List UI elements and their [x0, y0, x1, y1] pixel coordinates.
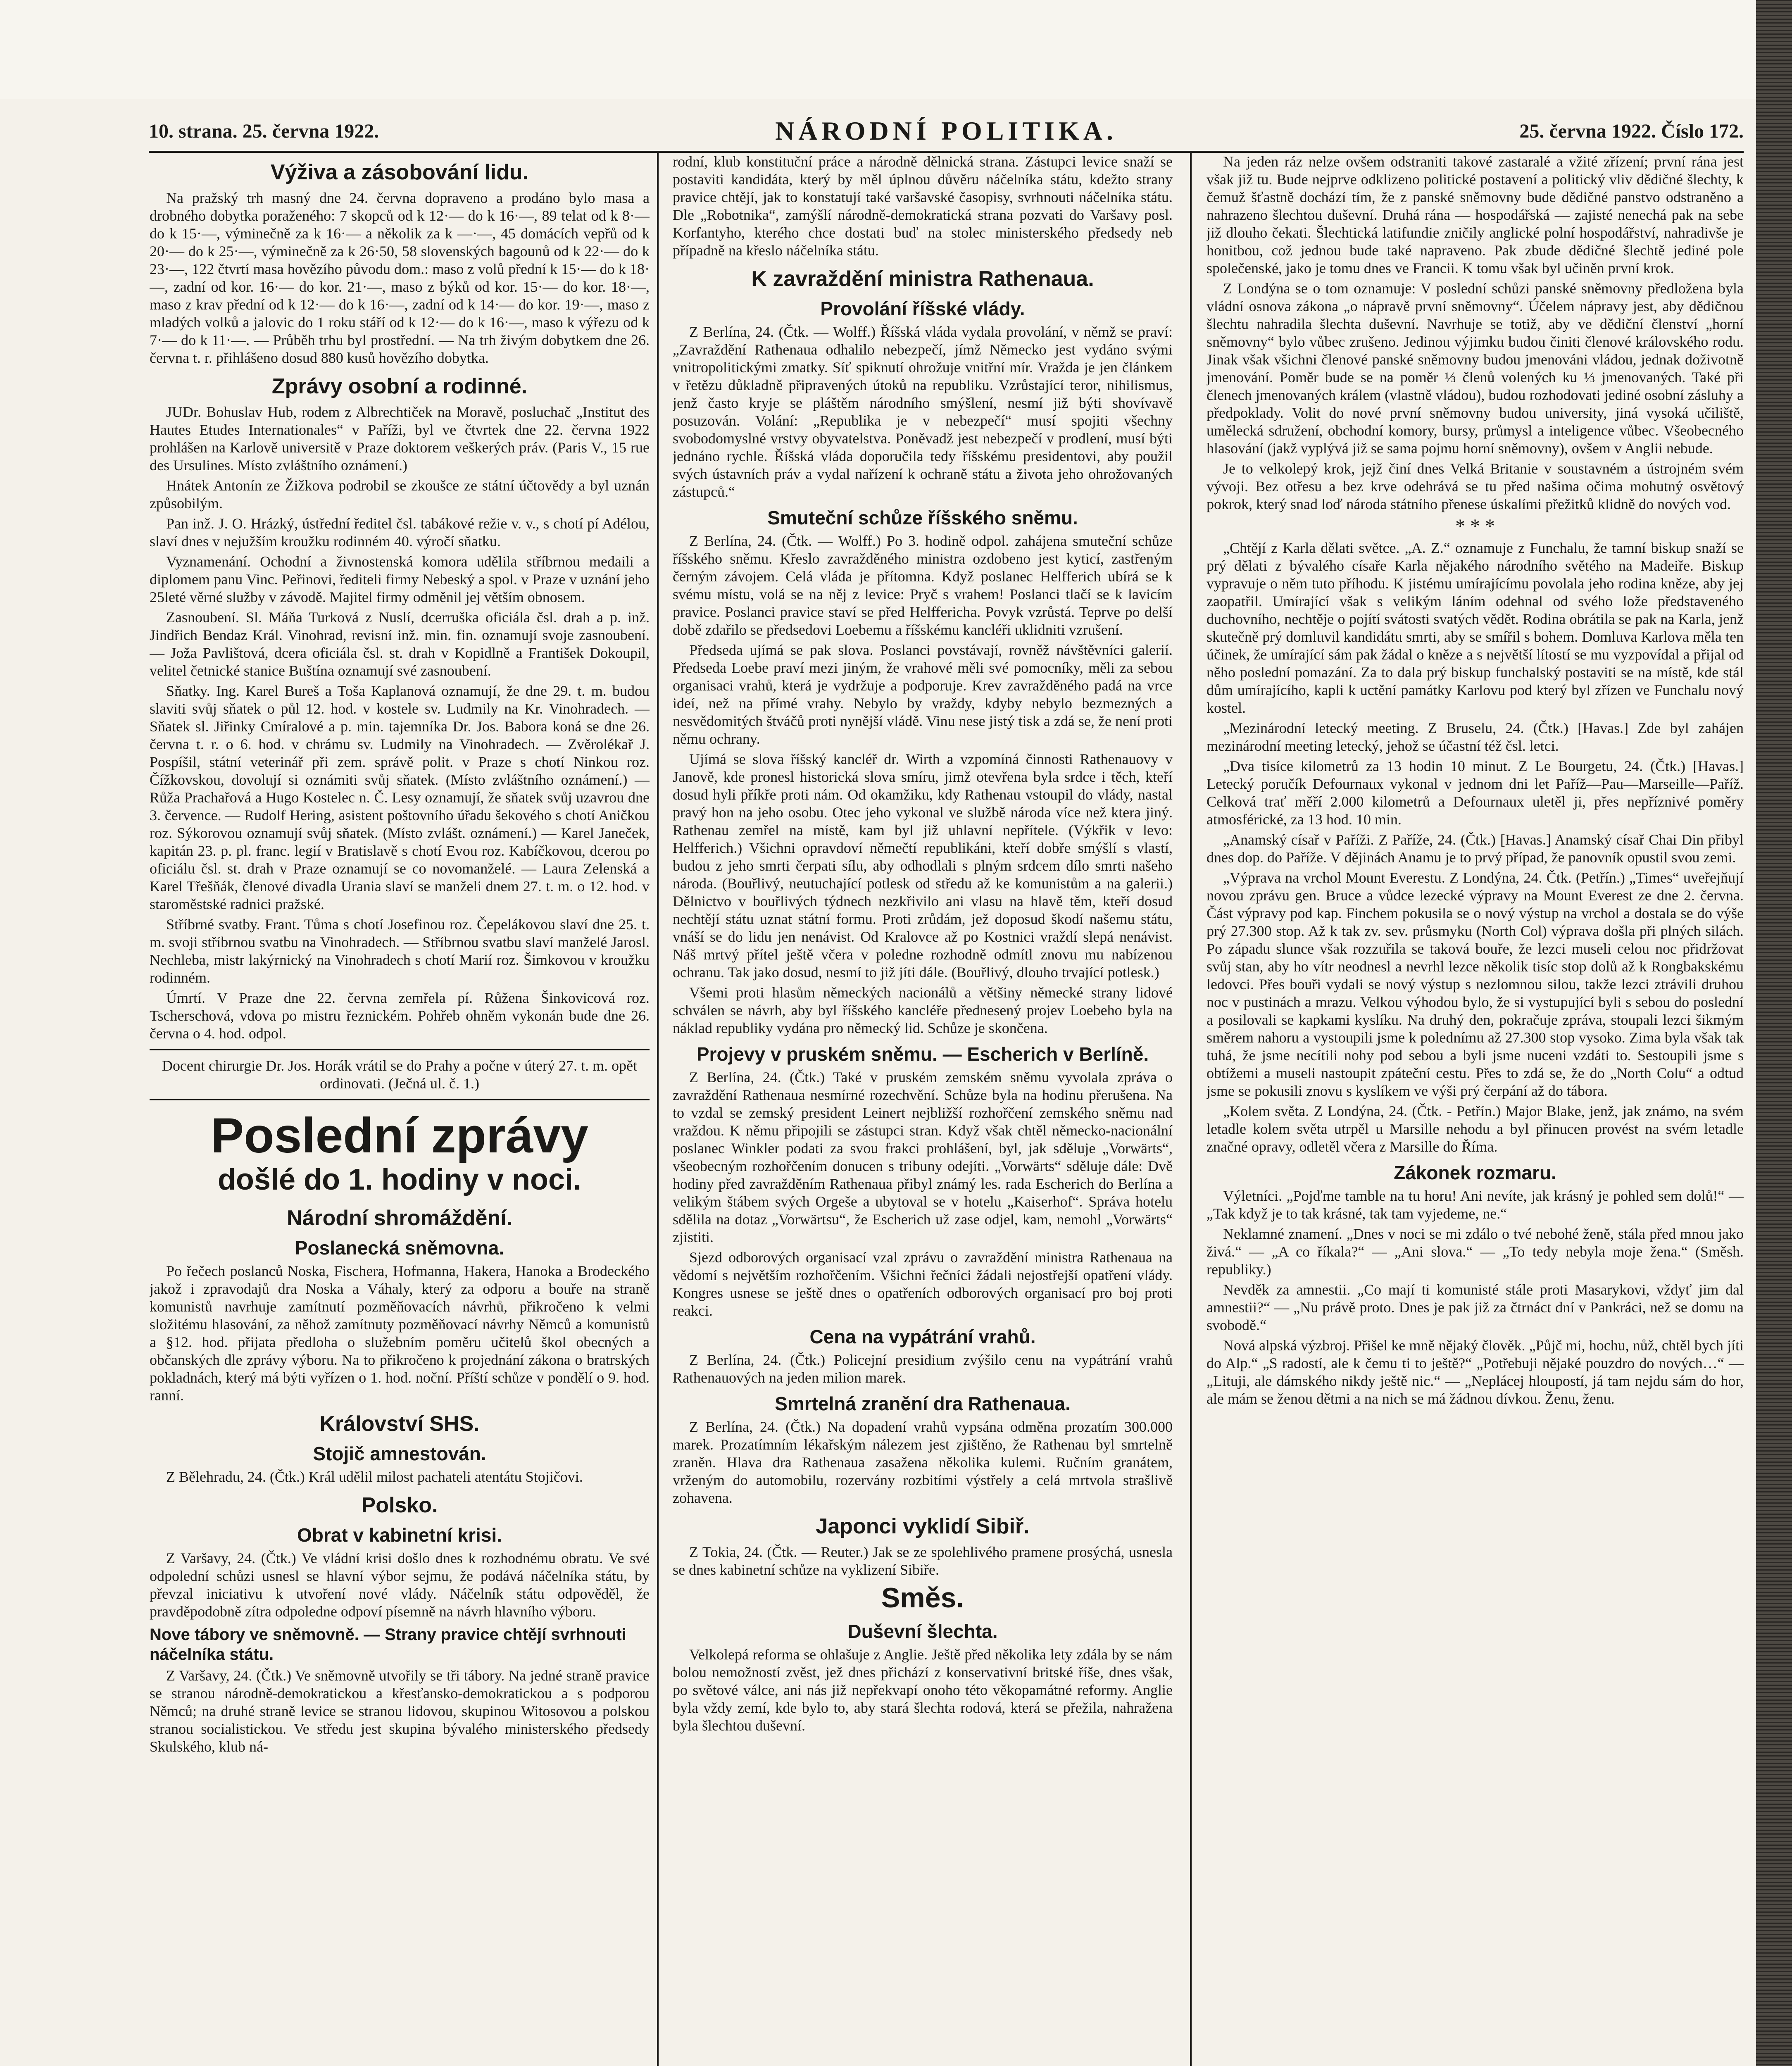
subheading-chamber: Poslanecká sněmovna. — [295, 1237, 505, 1259]
latest-news-subheadline: došlé do 1. hodiny v noci. — [217, 1163, 582, 1196]
page-number-date: 10. strana. 25. června 1922. — [149, 120, 379, 142]
joke-alpine: Nová alpská výzbroj. Přišel ke mně nějaký člověk. „Půjč mi, hochu, nůž, chtěl bych jíti do Alp.“ „S radostí, ale k čemu ti to ještě?“ „Potřebuji nějaké pouzdro do nových…“ — „Lituji, ale dámského nikdy ještě nic.“ — „Neplácej hloupostí, já tam nejdu sám do hor, ale mám se ženou dětmi a na nich se má žádnou dívkou. Ženu, ženu. — [1207, 1337, 1744, 1407]
article-new-camps: Z Varšavy, 24. (Čtk.) Ve sněmovně utvořily se tři tábory. Na jedné straně pravice se stranou národně-demokratickou a křesťansko-demokratickou a s podporou Němců; na druhé straně levice se stranou lidovou, skupinou Witosovou a polskou stranou socialistickou. Ve středu jest skupina bývalého ministerského předsedy Skulského, klub ná- — [150, 1667, 650, 1755]
issue-number: 25. června 1922. Číslo 172. — [1519, 120, 1744, 142]
separator — [150, 1049, 650, 1050]
article-spiritual-nobility: Velkolepá reforma se ohlašuje z Anglie. Ještě před několika lety zdála by se nám bolou nemožností zvěst, jež dnes přichází z konservativní britské říše, dnes však, po světové válce, ani nás již nepřekvapí onoho této věkopamátné reformy. Anglie byla vždy zemí, kde bylo to, aby stará šlechta rodová, která se přežila, nahražena byla šlechtou duševní. — [673, 1646, 1173, 1734]
news-flight-record: „Dva tisíce kilometrů za 13 hodin 10 minut. Z Le Bourgetu, 24. (Čtk.) [Havas.] Letecký poručík Defournaux vykonal v jednom dni let Paříž—Pau—Marseille—Paříž. Celková trať měří 2.000 kilometrů a Defournaux uletěl ji, přes nepříznivé poměry atmosférické, za 13 hod. 10 min. — [1207, 758, 1744, 828]
section-heading-personal: Zprávy osobní a rodinné. — [271, 374, 528, 398]
news-everest: „Výprava na vrchol Mount Everestu. Z Londýna, 24. Čtk. (Petřín.) „Times“ uveřejňují novou zprávu gen. Bruce a vůdce lezecké výpravy na Mount Everest ze dne 2. června. Část výpravy pod kap. Finchem pokusila se o nový výstup na vrchol a dostala se do výše prý 27.300 stop. Až k tak zv. sev. průsmyku (North Col) výprava došla při plných silách. Po západu slunce však rozzuřila se taková bouře, že lezci museli celou noc přidržovat svůj stan, aby ho vítr neodnesl a nevrhl lezce několik tisíc stop dolů až k Rongbakskému ledovci. Přes bouři vydali se nový výstup s nezlomnou silou, takže lezci ztrávili druhou noc v pustinách a mrazu. Velkou výhodou bylo, že si vystupující byli s sebou do poslední a posilovali se kapkami kyslíku. Na druhý den, pokračuje zpráva, stoupali lezci šikmým směrem nahoru a vystoupili jsme k polednímu až 27.300 stop vysoko. Zima byla však tak tuhá, že jsme necítili nohy pod sebou a byli jsme nuceni vzdáti to. Sestoupili jsme s obtížemi a museli nastoupit zpáteční cestu. Přes to zdá se, že do „North Colu“ a odtud jsme se pokusili znovu s kyslíkem ve výši prý čerpání až do tábora. — [1207, 869, 1744, 1099]
subheading-spiritual-nobility: Duševní šlechta. — [847, 1621, 998, 1642]
article-mourning-session: Z Berlína, 24. (Čtk. — Wolff.) Po 3. hodině odpol. zahájena smuteční schůze říšského sněmu. Křeslo zavražděného ministra ozdobeno jest kyticí, zastřeným černým závojem. Celá vláda je přítomna. Když poslanec Helfferich ubírá se k svému místu, volá se na něj z levice: Pryč s vrahem! Poslanci tlačí se k lavicím pravice. Poslanci pravice staví se před Helffericha. Povyk vzrůstá. Teprve po delší době zdařilo se předsedovi Loebemu a říšskému kancléři uklidniti vzrušení. — [673, 533, 1173, 638]
subheading-stojic: Stojič amnestován. — [313, 1443, 486, 1464]
article-prussian-diet: Z Berlína, 24. (Čtk.) Také v pruském zemském sněmu vyvolala zpráva o zavraždění Rathenaua nesmírné rozechvění. Schůze byla na hodinu přerušena. Na to vzdal se zemský president Leinert nejbližší rozhořčení zemského sněmu nad vraždou. K němu připojili se zástupci stran. Když však chtěl německo-nacionální poslanec Winkler podati za svou frakci prohlášení, byl, jak sděluje „Vorwärts“, všeobecným rozhořčením donucen s tribuny odejíti. „Vorwärts“ sděluje dále: Dvě hodiny před zavražděním Rathenaua přibyl známý les. rada Escherich do Berlína a velikým štábem svých Orgeše a ubytoval se v hotelu „Kaiserhof“. Správa hotelu sdělila na dotaz „Vorwärtsu“, že Escherich už zase odjel, kam, nemohl „Vorwärts“ zjistiti. — [673, 1069, 1173, 1245]
article-proclamation: Z Berlína, 24. (Čtk. — Wolff.) Říšská vláda vydala provolání, v němž se praví: „Zavraždění Rathenaua odhalilo nebezpečí, jímž Německo jest vydáno svými vnitropolitickými zmatky. Síť spiknutí ohrožuje vnitřní mír. Vražda je jen článkem v řetězu důkladně připravených útoků na republiku. Vzrůstající teror, nihilismus, jenž často kryje se pláštěm národního smýšlení, nesmí již býti shovívavě posuzován. Volání: „Republika je v nebezpečí“ musí spojiti všechny svobodomyslné vrstvy obyvatelstva. Poněvadž jest nebezpečí v prodlení, musí býti jednáno rychle. Říšská vláda doporučila tedy říšskému presidentovi, aby použil svých ústavních práv a vydal nařízení k ochraně státu a života jeho ohrožovaných zástupců.“ — [673, 324, 1173, 500]
column-3 — [1207, 153, 1744, 2066]
article-wounds: Z Berlína, 24. (Čtk.) Na dopadení vrahů vypsána odměna prozatím 300.000 marek. Prozatímním lékařským nálezem jest zjištěno, že Rathenau byl smrtelně zraněn. Hlava dra Rathenaua zasažena několika kulemi. Ručním granátem, vrženým do automobilu, rozervány rozbitími výstřely a celá mrtvola strašlivě zohavena. — [673, 1419, 1173, 1506]
article-food: Na pražský trh masný dne 24. června dopraveno a prodáno bylo masa a drobného dobytka poraženého: 7 skopců od k 12·— do k 16·—, 89 telat od k 8·— do k 15·—, výminečně za k 16·— a několik za k —·—, 45 domácích vepřů od k 20·— do k 25·—, výminečně za k 26·50, 58 slovenských bagounů od k 22·— do k 23·—, 122 čtvrtí masa hovězího původu dom.: maso z volů přední k 15·— do k 18·—, zadní od kor. 16·— do kor. 21·—, maso z býků od kor. 15·— do kor. 18·—, maso z krav přední od k 12·— do k 16·—, zadní od k 14·— do kor. 19·—, maso z mladých volků a jalovic do 1 roku stáří od k 12·— do k 16·—, maso k výřezu od k 7·— do k 11·—. — Průběh trhu byl prostřední. — Na trh živým dobytkem dne 26. června t. r. přihlášeno dosud 880 kusů hovězího dobytka. — [150, 190, 650, 366]
subheading-new-camps: Nove tábory ve sněmovně. — Strany pravice chtějí svrhnouti náčelníka státu. — [150, 1626, 626, 1664]
page-edge-shadow — [1756, 0, 1792, 2066]
section-heading-shs: Království SHS. — [319, 1412, 480, 1436]
newspaper-title: NÁRODNÍ POLITIKA. — [775, 116, 1117, 145]
notice-engagements: Zasnoubení. Sl. Máňa Turková z Nuslí, dcerruška oficiála čsl. drah a p. inž. Jindřich Bendaz Král. Vinohrad, revisní inž. min. fin. oznamují svoje zasnoubení. — Joža Pavlištová, dcera oficiála čsl. st. drah v Kopidlně a František Dokoupil, velitel četnické stanice Buštína oznamují své zasnoubení. — [150, 609, 650, 679]
article-nobility-cont-2: Z Londýna se o tom oznamuje: V poslední schůzi panské sněmovny předložena byla vládní osnova zákona „o nápravě první sněmovny“. Účelem nápravy jest, aby dědičnou šlechtu nahradila šlechta duševní. Navrhuje se totiž, aby ve dědiční členství „horní sněmovny“ bylo vůbec zrušeno. Jedinou výjimku budou činiti členové královského rodu. Jinak však všichni členové panské sněmovny budou jmenováni vládou, jednak doživotně jmenování. Poměr bude se na poměr ⅓ členů volených ku ⅓ jmenovaných. Také při členech jmenovaných králem (vlastně vládou), budou rozhodovati jediné osobní zásluhy a předpoklady. Volit do nové první sněmovny budou university, jiná vysoká učiliště, umělecká sdružení, obchodní komory, bursy, průmysl a inteligence vůbec. Všeobecného hlasování (jakž vyplývá již se sama pojmu horní sněmovny), ovšem v Anglii nebude. — [1207, 280, 1744, 457]
section-heading-miscellany: Směs. — [881, 1582, 964, 1614]
column-1 — [150, 153, 650, 2066]
article-poland: Z Varšavy, 24. (Čtk.) Ve vládní krisi došlo dnes k rozhodnému obratu. Ve své odpolední schůzi usnesl se hlavní výbor sejmu, že podává náčelníka státu, by převzal iniciativu k utvoření nové vlády. Náčelník státu odpověděl, že pravděpodobně zítra odpoledne odpoví písemně na návrh hlavního výboru. — [150, 1550, 650, 1620]
article-shs: Z Bělehradu, 24. (Čtk.) Král udělil milost pachateli atentátu Stojičovi. — [166, 1469, 583, 1485]
latest-news-headline: Poslední zprávy — [211, 1108, 588, 1163]
column-divider-2 — [1190, 153, 1192, 2066]
section-heading-food: Výživa a zásobování lidu. — [270, 160, 529, 184]
separator — [150, 1099, 650, 1100]
news-air-meeting: „Mezinárodní letecký meeting. Z Bruselu, 24. (Čtk.) [Havas.] Zde byl zahájen mezinárodní meeting letecký, jehož se účastní též čsl. letci. — [1207, 720, 1744, 754]
notice-deaths: Úmrtí. V Praze dne 22. června zemřela pí. Růžena Šinkovicová roz. Tscherschová, vdova po mistru řeznickém. Pohřeb ohněm vykonán bude dne 26. června o 4. hod. odpol. — [150, 990, 650, 1042]
section-heading-rathenau: K zavraždění ministra Rathenaua. — [751, 267, 1094, 291]
section-stars: * * * — [1455, 515, 1495, 537]
article-continuation: rodní, klub konstituční práce a národně dělnická strana. Zástupci levice snaží se postaviti kandidáta, který by měl úplnou důvěru náčelníka státu, kdežto strany pravice chtějí, jak to konstatují také varšavské časopisy, svrhnouti náčelníka státu. Dle „Robotnika“, zamýšlí národně-demokratická strana pozvati do Varšavy posl. Korfantyho, kterého chce dostati buď na stolec ministerského předsedy neb případně na křeslo náčelníka státu. — [673, 153, 1173, 259]
notice-anniversary: Pan inž. J. O. Hrázký, ústřední ředitel čsl. tabákové režie v. v., s chotí pí Adélou, slaví dnes v nejužším kroužku rodinném 40. výročí sňatku. — [150, 515, 650, 550]
subheading-wounds: Smrtelná zranění dra Rathenaua. — [775, 1393, 1071, 1414]
article-reward: Z Berlína, 24. (Čtk.) Policejní presidium zvýšilo cenu na vypátrání vrahů Rathenauových na jeden milion marek. — [673, 1352, 1173, 1386]
top-margin — [0, 0, 1756, 99]
article-wirth: Ujímá se slova říšský kancléř dr. Wirth a vzpomíná činnosti Rathenauovy v Janově, kde pronesl historická slova smíru, jimž otevřena byla srdce i těch, kteří dosud hyli příkře proti nám. Od okamžiku, kdy Rathenau vstoupil do vlády, nastal pravý hon na jeho osobu. Otec jeho vykonal ve službě národa více než ktera jiný. Rathenau zemřel na místě, kam byl již uhlavní nepřítele. (Výkřik v levo: Helfferich.) Všichni opravdoví němečtí republikáni, kteří dobře smýšlí s vlastí, budou z jeho smrti čerpati sílu, aby odhodlali s plným srdcem dílo smrti našeho národa. (Bouřlivý, neutuchající potlesk od středu až ke komunistům a na galerii.) Dělnictvo v bouřlivých týdnech nezkřivilo ani vlasu na hlavě těm, kteří dosud nechtějí státu uznat státní formu. Proti zrůdám, jež doposud škodí našemu státu, vnáší se do lidu jen nenávist. Od Kralovce až po Kostnici vraždí slepá nenávist. Náš mrtvý přítel ještě včera v poledne rozhodně odmítl znovu mu nabízenou ochranu. Tak jako dosud, nesmí to již jíti dále. (Bouřlivý, dlouho trvající potlesk.) — [673, 751, 1173, 981]
news-annam-emperor: „Anamský císař v Paříži. Z Paříže, 24. (Čtk.) [Havas.] Anamský císař Chai Din přibyl dnes dop. do Paříže. V dějinách Anamu je to prvý případ, že panovník opustil svou zemi. — [1207, 831, 1744, 866]
subheading-cabinet-crisis: Obrat v kabinetní krisi. — [297, 1524, 502, 1546]
column-2 — [673, 153, 1173, 2066]
news-around-world: „Kolem světa. Z Londýna, 24. (Čtk. - Petřín.) Major Blake, jenž, jak známo, na svém letadle kolem světa utrpěl u Marsille nehodu a byl přinucen provést na svém letadle značné opravy, odletěl včera z Marsille do Říma. — [1207, 1103, 1744, 1155]
subheading-proclamation: Provolání říšské vlády. — [820, 298, 1025, 319]
notice-graduation: JUDr. Bohuslav Hub, rodem z Albrechtiček na Moravě, posluchač „Institut des Hautes Etudes Internationales“ v Paříži, byl ve čtvrtek dne 22. června 1922 prohlášen na Karlově universitě v Praze doktorem veškerých práv. (Paris V., 15 rue des Ursulines. Místo zvláštního oznámení.) — [150, 404, 650, 474]
article-vote: Všemi proti hlasům německých nacionálů a většiny německé strany lidové schválen se návrh, aby byl říšského kancléře přednesený projev Loebeho byla na náklad republiky vydána pro německý lid. Schůze je skončena. — [673, 984, 1173, 1036]
column-divider-1 — [657, 153, 659, 2066]
page-header — [149, 116, 1744, 149]
joke-hikers: Výletníci. „Pojďme tamble na tu horu! Ani nevíte, jak krásný je pohled sem dolů!“ — „Tak když je to tak krásné, tak tam vyjedeme, ne.“ — [1207, 1188, 1744, 1222]
section-heading-humor: Zákonek rozmaru. — [1394, 1162, 1556, 1183]
notice-exam: Hnátek Antonín ze Žižkova podrobil se zkoušce ze státní účtovědy a byl uznán způsobilým. — [150, 477, 650, 512]
article-unions: Sjezd odborových organisací vzal zprávu o zavraždění ministra Rathenaua na vědomí s největším rozhořčením. Všichni řečníci žádali nejostřejší opatření vlády. Kongres usnese se ještě dnes o opatřeních odborových organisací pro boj proti reakci. — [673, 1249, 1173, 1319]
subheading-mourning-session: Smuteční schůze říšského sněmu. — [767, 507, 1078, 528]
joke-sign: Neklamné znamení. „Dnes v noci se mi zdálo o tvé nebohé ženě, stála před mnou jako živá.“ — „A co říkala?“ — „Ani slova.“ — „To tedy nebyla moje žena.“ (Směsh. republiky.) — [1207, 1226, 1744, 1278]
subheading-reward: Cena na vypátrání vrahů. — [809, 1326, 1036, 1347]
notice-weddings: Sňatky. Ing. Karel Bureš a Toša Kaplanová oznamují, že dne 29. t. m. budou slaviti svůj sňatek o půl 12. hod. v kostele sv. Ludmily na Kr. Vinohradech. — Sňatek sl. Jiřinky Cmíralové a p. min. tajemníka Dr. Jos. Babora koná se dne 26. června t. r. o 6. hod. v chrámu sv. Ludmily na Vinohradech. — Zvěrolékař J. Pospíšil, státní veterinář při zem. správě polit. v Praze s chotí Ninkou roz. Čížkovskou, dovolují si oznámiti svůj sňatek. (Místo zvláštního oznámení.) — Růža Prachařová a Hugo Kostelec n. Č. Lesy oznamují, že sňatek svůj uzavrou dne 3. července. — Rudolf Hering, asistent poštovního úřadu šekového s chotí Aničkou roz. Sýkorovou oznamují svůj sňatek. (Místo zvlášt. oznámení.) — Karel Janeček, kapitán 23. p. pl. franc. legií v Bratislavě s chotí Evou roz. Kabíčkovou, dcerou po oficiálu čsl. st. drah v Praze oznamují se co novomanželé. — Laura Zelenská a Karel Třešňák, členové divadla Urania slaví se manželi dnem 27. t. m. o 12. hod. v staroměstské radnici pražské. — [150, 683, 650, 912]
section-heading-national-assembly: Národní shromáždění. — [286, 1206, 513, 1230]
notice-awards: Vyznamenání. Ochodní a živnostenská komora udělila stříbrnou medaili a diplomem panu Vinc. Peřinovi, řediteli firmy Nebeský a spol. v Praze v uznání jeho 25leté věrné služby v závodě. Majitel firmy odměnil jej větším obnosem. — [150, 553, 650, 605]
section-heading-poland: Polsko. — [361, 1493, 438, 1517]
article-japan: Z Tokia, 24. (Čtk. — Reuter.) Jak se ze spolehlivého pramene prosýchá, usnesla se dnes kabinetní schůze na vyklizení Sibiře. — [673, 1544, 1173, 1578]
news-karl: „Chtějí z Karla dělati světce. „A. Z.“ oznamuje z Funchalu, že tamní biskup snaží se prý dělati z bývalého císaře Karla nějakého národního světého na Madeiře. Biskup vypravuje o něm tuto příhodu. K jistému umírajícímu povolala jeho rodina kněze, aby jej zaopatřil. Umírající však s velikým láním odehnal od svého lože představeného duchovního, nechtěje o pojítí svátosti svatých vědět. Rodina obrátila se pak na Karla, jenž skutečně prý domluvil kandidátu smrti, aby se smířil s bohem. Domluva Karlova měla ten účinek, že umírající sám pak žádal o kněze a s největší lítostí se mu vyzpovídal a přijal od něho poslední pomazání. Za to dala prý biskup funchalský postaviti se na místě, kde stál dům umírajícího, kapli k uctění památky Karlovu pod který byl zřízen ve Funchalu nový kostel. — [1207, 540, 1744, 716]
section-heading-japan: Japonci vyklidí Sibiř. — [816, 1514, 1030, 1538]
subheading-prussian-diet: Projevy v pruském sněmu. — Escherich v Berlíně. — [696, 1043, 1149, 1065]
article-nobility-cont-1: Na jeden ráz nelze ovšem odstraniti takové zastaralé a vžité zřízení; první rána jest však již tu. Bude nejprve odklizeno politické postavení a politický vliv dědičné šlechty, k čemuž šťastně dochází tím, že z panské sněmovny bude dědičné panstvo odstraněno a nahrazeno šlechtou duševní. Druhá rána — hospodářská — zajisté nenechá pak na sebe již dlouho čekati. Šlechtická latifundie zničily anglické polní hospodářství, nahradivše je honitbou, což jednou bude také napraveno. Pak zbude dědičné šlechtě jediné pole společenské, jako je tomu dnes ve Francii. K tomu však byl učiněn první krok. — [1207, 153, 1744, 276]
notice-doctor: Docent chirurgie Dr. Jos. Horák vrátil se do Prahy a počne v úterý 27. t. m. opět ordinovati. (Ječná ul. č. 1.) — [162, 1057, 638, 1092]
article-loebe: Předseda ujímá se pak slova. Poslanci povstávají, rovněž návštěvníci galerií. Předseda Loebe praví mezi jiným, že vrahové měli své pomocníky, měli za sebou organisaci vrahů, která je vydržuje a podporuje. Krev zavražděného padá na vrce ideí, než na přímé vrahy. Nebylo by vraždy, kdyby nebylo bezmezných a nesvědomitých štváčů proti nynější vládě. Vinu nese jistý tisk a zdá se, že není proti němu ochrany. — [673, 642, 1173, 747]
article-nobility-cont-3: Je to velkolepý krok, jejž činí dnes Velká Britanie v soustavném a ústrojném svém vývoji. Bez otřesu a bez krve odehrává se tu před našima očima mohutný osvětový pokrok, který snad loď národa státního přenese úskalími přežitků klidně do nových vod. — [1207, 460, 1744, 512]
joke-amnesty: Nevděk za amnestii. „Co mají ti komunisté stále proti Masarykovi, vždyť jim dal amnestii?“ — „Nu právě proto. Dnes je pak již za čtrnáct dní v Pankráci, než se domu na svobodě.“ — [1207, 1281, 1744, 1333]
article-chamber: Po řečech poslanců Noska, Fischera, Hofmanna, Hakera, Hanoka a Brodeckého jakož i zpravodajů dra Noska a Váhaly, který za odporu a bouře na straně komunistů navrhuje zamítnutí pozměňovacích návrhů, přikročeno k velmi složitému hlasování, za něhož zamítnuty pozměňovací návrhy Němců a komunistů a §12. hod. přijata předloha o služebním poměru učitelů škol obecných a občanských dle zprávy výboru. Na to přikročeno k projednání zákona o bratrských pokladnách, který má býti vyřízen o 1. hod. noční. Příští schůze v pondělí o 9. hod. ranní. — [150, 1263, 650, 1404]
notice-silver-weddings: Stříbrné svatby. Frant. Tůma s chotí Josefinou roz. Čepelákovou slaví dne 25. t. m. svoji stříbrnou svatbu na Vinohradech. — Stříbrnou svatbu slaví manželé Jarosl. Nechleba, mistr lakýrnický na Vinohradech s chotí Marií roz. Šimkovou v kroužku rodinném. — [150, 916, 650, 986]
